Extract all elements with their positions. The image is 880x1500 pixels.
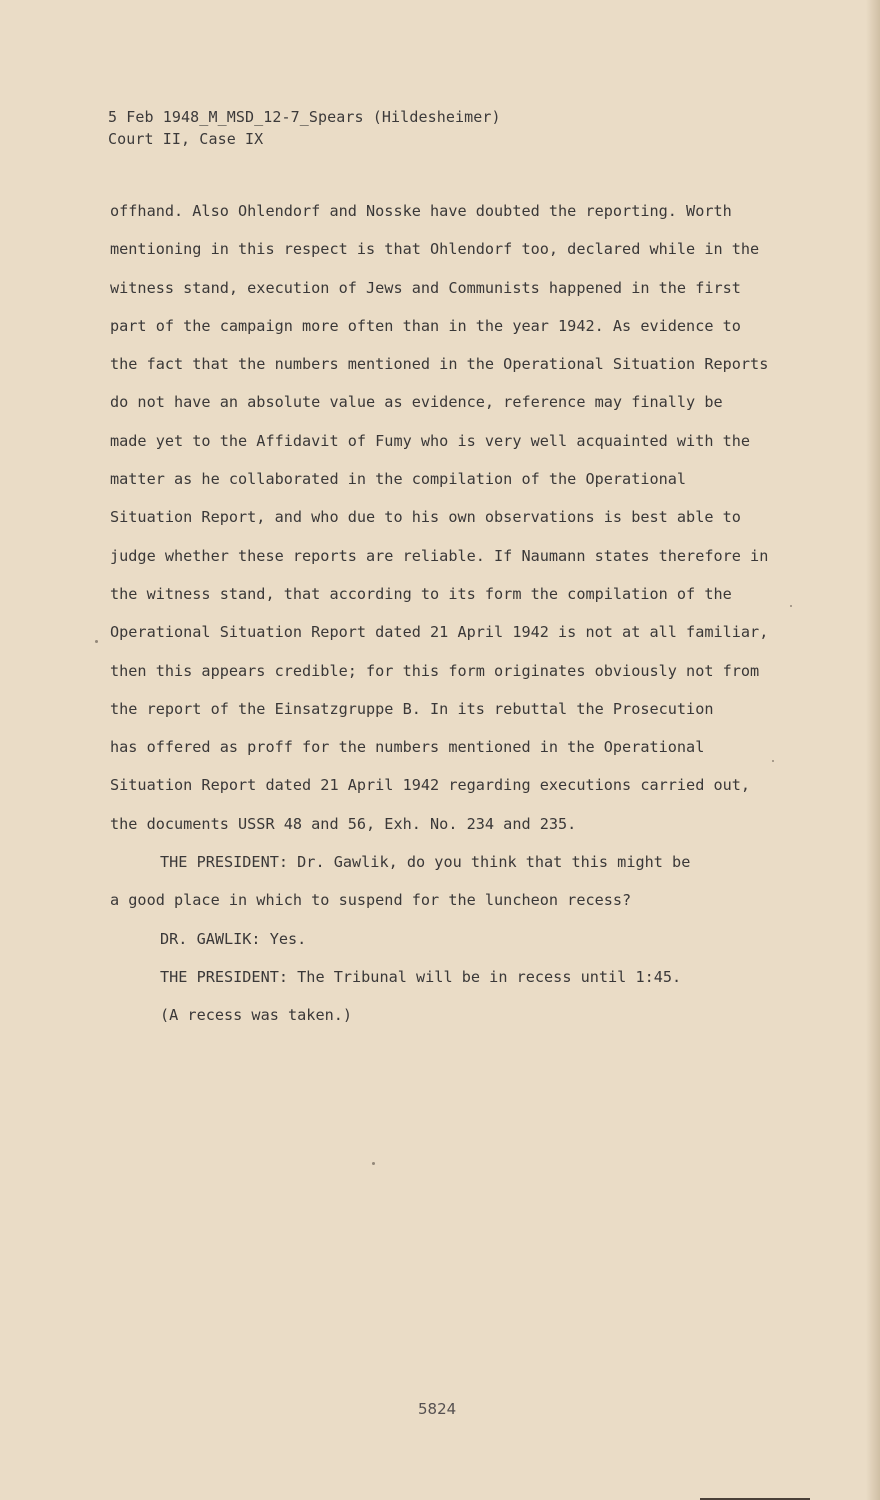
body-line: matter as he collaborated in the compilation of the Operational xyxy=(110,470,687,489)
paper-speck xyxy=(95,640,98,643)
dialogue-president-question: THE PRESIDENT: Dr. Gawlik, do you think that this might be xyxy=(160,853,691,872)
body-line: then this appears credible; for this form originates obviously not from xyxy=(110,661,760,680)
header-line-2: Court II, Case IX xyxy=(108,130,264,148)
body-line: Situation Report dated 21 April 1942 regarding executions carried out, xyxy=(110,776,751,795)
body-line: mentioning in this respect is that Ohlendorf too, declared while in the xyxy=(110,240,760,259)
dialogue-gawlik-answer: DR. GAWLIK: Yes. xyxy=(160,929,307,948)
page-edge-shadow xyxy=(866,0,880,1500)
body-line: witness stand, execution of Jews and Communists happened in the first xyxy=(110,278,741,297)
body-line: do not have an absolute value as evidence, reference may finally be xyxy=(110,393,723,412)
body-line: the report of the Einsatzgruppe B. In its rebuttal the Prosecution xyxy=(110,699,714,718)
paper-speck xyxy=(372,1162,375,1165)
body-line: offhand. Also Ohlendorf and Nosske have doubted the reporting. Worth xyxy=(110,202,732,220)
body-line: has offered as proff for the numbers mentioned in the Operational xyxy=(110,738,705,757)
body-line: the documents USSR 48 and 56, Exh. No. 234 and 235. xyxy=(110,814,577,833)
page-number: 5824 xyxy=(418,1400,457,1418)
header-line-1: 5 Feb 1948_M_MSD_12-7_Spears (Hildesheimer) xyxy=(108,108,501,126)
dialogue-president-recess: THE PRESIDENT: The Tribunal will be in recess until 1:45. xyxy=(160,967,682,986)
transcript-body xyxy=(110,196,815,1039)
body-line: part of the campaign more often than in the year 1942. As evidence to xyxy=(110,316,741,335)
body-line: made yet to the Affidavit of Fumy who is very well acquainted with the xyxy=(110,431,751,450)
body-line: the fact that the numbers mentioned in the Operational Situation Reports xyxy=(110,355,769,374)
body-line: Situation Report, and who due to his own observations is best able to xyxy=(110,508,741,527)
body-line: Operational Situation Report dated 21 April 1942 is not at all familiar, xyxy=(110,623,769,642)
body-line: the witness stand, that according to its form the compilation of the xyxy=(110,584,732,603)
recess-note: (A recess was taken.) xyxy=(160,1006,353,1025)
body-line: judge whether these reports are reliable. If Naumann states therefore in xyxy=(110,546,769,565)
dialogue-president-question-cont: a good place in which to suspend for the luncheon recess? xyxy=(110,891,632,910)
paper-speck xyxy=(790,605,792,607)
paper-speck xyxy=(772,760,774,762)
